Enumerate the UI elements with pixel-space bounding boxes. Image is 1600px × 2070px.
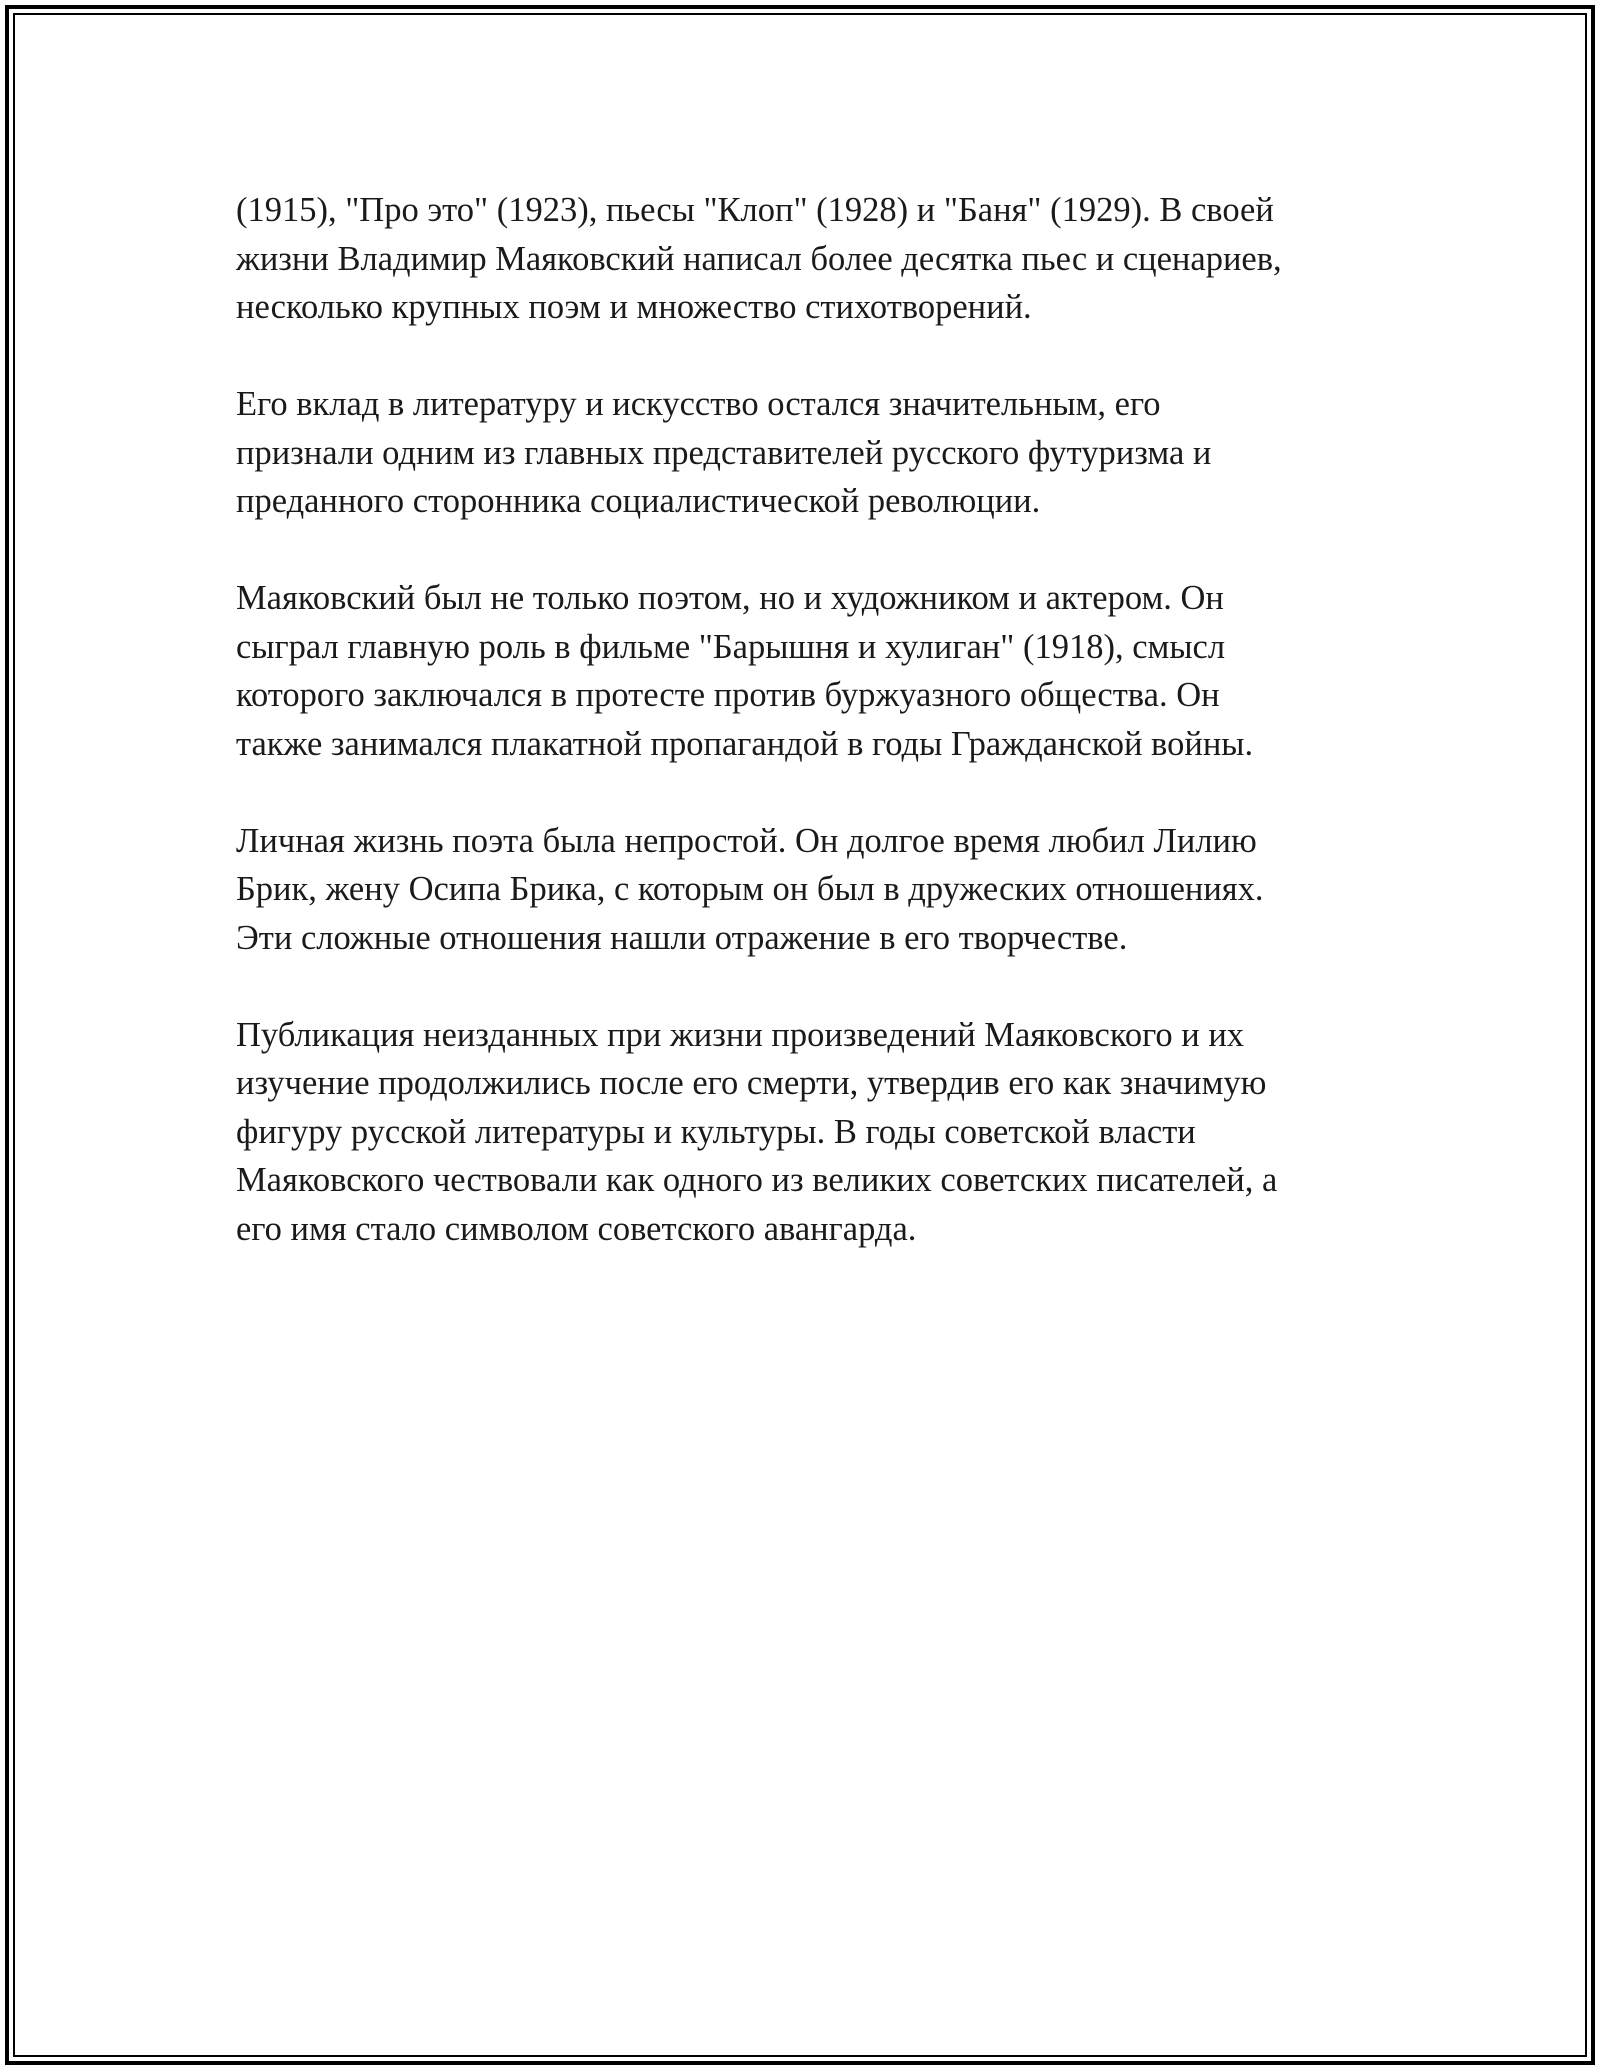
text-line: Маяковский был не только поэтом, но и художником и актером. Он [236, 579, 1224, 617]
text-line: его имя стало символом советского авангарда. [236, 1209, 917, 1248]
text-line: фигуру русской литературы и культуры. В годы советской власти [236, 1112, 1196, 1151]
text-line: также занимался плакатной пропагандой в годы Гражданской войны. [236, 724, 1254, 763]
text-line: жизни Владимир Маяковский написал более десятка пьес и сценариев, [236, 239, 1282, 278]
text-line: преданного сторонника социалистической революции. [236, 482, 1041, 520]
text-line: Его вклад в литературу и искусство остался значительным, его [236, 385, 1161, 423]
text-line: которого заключался в протесте против буржуазного общества. Он [236, 676, 1220, 714]
text-line: Личная жизнь поэта была непростой. Он долгое время любил Лилию [236, 821, 1257, 860]
text-line: Публикация неизданных при жизни произведений Маяковского и их [236, 1015, 1245, 1054]
text-line: признали одним из главных представителей русского футуризма и [236, 433, 1212, 472]
text-line: (1915), "Про это" (1923), пьесы "Клоп" (1928) и "Баня" (1929). В своей [236, 191, 1274, 229]
paragraph [236, 380, 1356, 526]
paragraph [236, 817, 1356, 963]
paragraph [236, 574, 1356, 768]
text-line: сыграл главную роль в фильме "Барышня и хулиган" (1918), смысл [236, 627, 1226, 666]
paragraph [236, 186, 1356, 332]
text-line: Маяковского чествовали как одного из великих советских писателей, а [236, 1161, 1278, 1199]
text-line: несколько крупных поэм и множество стихотворений. [236, 288, 1032, 326]
text-line: изучение продолжились после его смерти, утвердив его как значимую [236, 1064, 1267, 1102]
text-line: Эти сложные отношения нашли отражение в его творчестве. [236, 918, 1128, 957]
document-body [236, 186, 1356, 1302]
paragraph [236, 1011, 1356, 1254]
text-line: Брик, жену Осипа Брика, с которым он был в дружеских отношениях. [236, 870, 1264, 908]
